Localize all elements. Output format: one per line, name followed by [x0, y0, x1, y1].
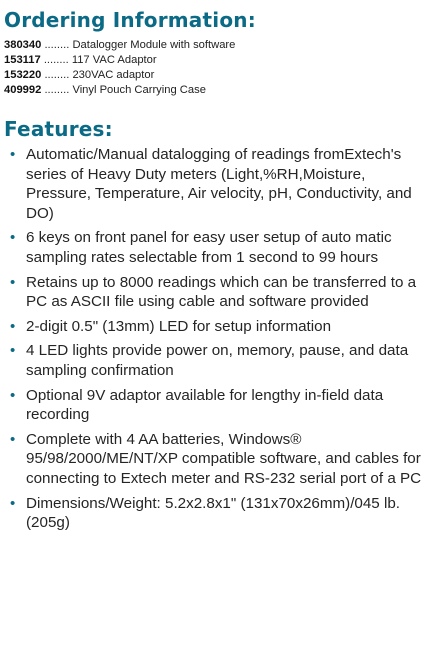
feature-text: Dimensions/Weight: 5.2x2.8x1" (131x70x26mm)/045 lb.(205g): [26, 494, 401, 532]
ordering-list: [4, 38, 427, 98]
order-code: 380340: [4, 39, 42, 51]
bullet-icon: •: [10, 430, 16, 448]
features-list: [4, 145, 427, 533]
order-leader-dots: ........: [43, 54, 69, 66]
bullet-icon: •: [10, 317, 16, 335]
bullet-icon: •: [10, 494, 16, 512]
feature-item: [4, 145, 427, 223]
feature-item: [4, 273, 427, 312]
order-code: 153220: [4, 69, 42, 81]
order-row: [4, 68, 427, 83]
feature-text: 2-digit 0.5" (13mm) LED for setup information: [26, 317, 332, 335]
features-heading: Features:: [4, 117, 113, 141]
order-code: 153117: [4, 54, 41, 66]
feature-text: Automatic/Manual datalogging of readings fromExtech's series of Heavy Duty meters (Light,%RH,Moisture, Pressure, Temperature, Air velocity, pH, Conductivity, and DO): [26, 146, 412, 222]
bullet-icon: •: [10, 229, 16, 247]
order-row: [4, 53, 427, 68]
feature-item: [4, 430, 427, 489]
order-leader-dots: ........: [44, 69, 70, 81]
ordering-information-heading: Ordering Information:: [4, 8, 256, 32]
feature-text: Complete with 4 AA batteries, Windows® 95/98/2000/ME/NT/XP compatible software, and cables for connecting to Extech meter and RS-232 serial port of a PC: [26, 430, 422, 487]
order-leader-dots: ........: [44, 84, 70, 96]
order-description: 117 VAC Adaptor: [71, 54, 157, 66]
bullet-icon: •: [10, 273, 16, 291]
order-code: 409992: [4, 84, 42, 96]
order-description: 230VAC adaptor: [72, 69, 155, 81]
bullet-icon: •: [10, 386, 16, 404]
bullet-icon: •: [10, 146, 16, 163]
feature-item: [4, 317, 427, 337]
feature-text: 4 LED lights provide power on, memory, pause, and data sampling confirmation: [26, 342, 409, 379]
order-description: Datalogger Module with software: [72, 39, 236, 51]
feature-item: [4, 228, 427, 267]
order-description: Vinyl Pouch Carrying Case: [72, 84, 206, 96]
order-leader-dots: ........: [44, 39, 70, 51]
order-row: [4, 83, 427, 98]
feature-text: 6 keys on front panel for easy user setup of auto matic sampling rates selectable from 1 second to 99 hours: [26, 229, 392, 266]
feature-item: [4, 494, 427, 533]
feature-item: [4, 386, 427, 425]
bullet-icon: •: [10, 342, 16, 360]
order-row: [4, 38, 427, 53]
feature-text: Retains up to 8000 readings which can be transferred to a PC as ASCII file using cable and software provided: [26, 273, 417, 311]
feature-text: Optional 9V adaptor available for lengthy in-field data recording: [26, 386, 384, 424]
feature-item: [4, 341, 427, 380]
